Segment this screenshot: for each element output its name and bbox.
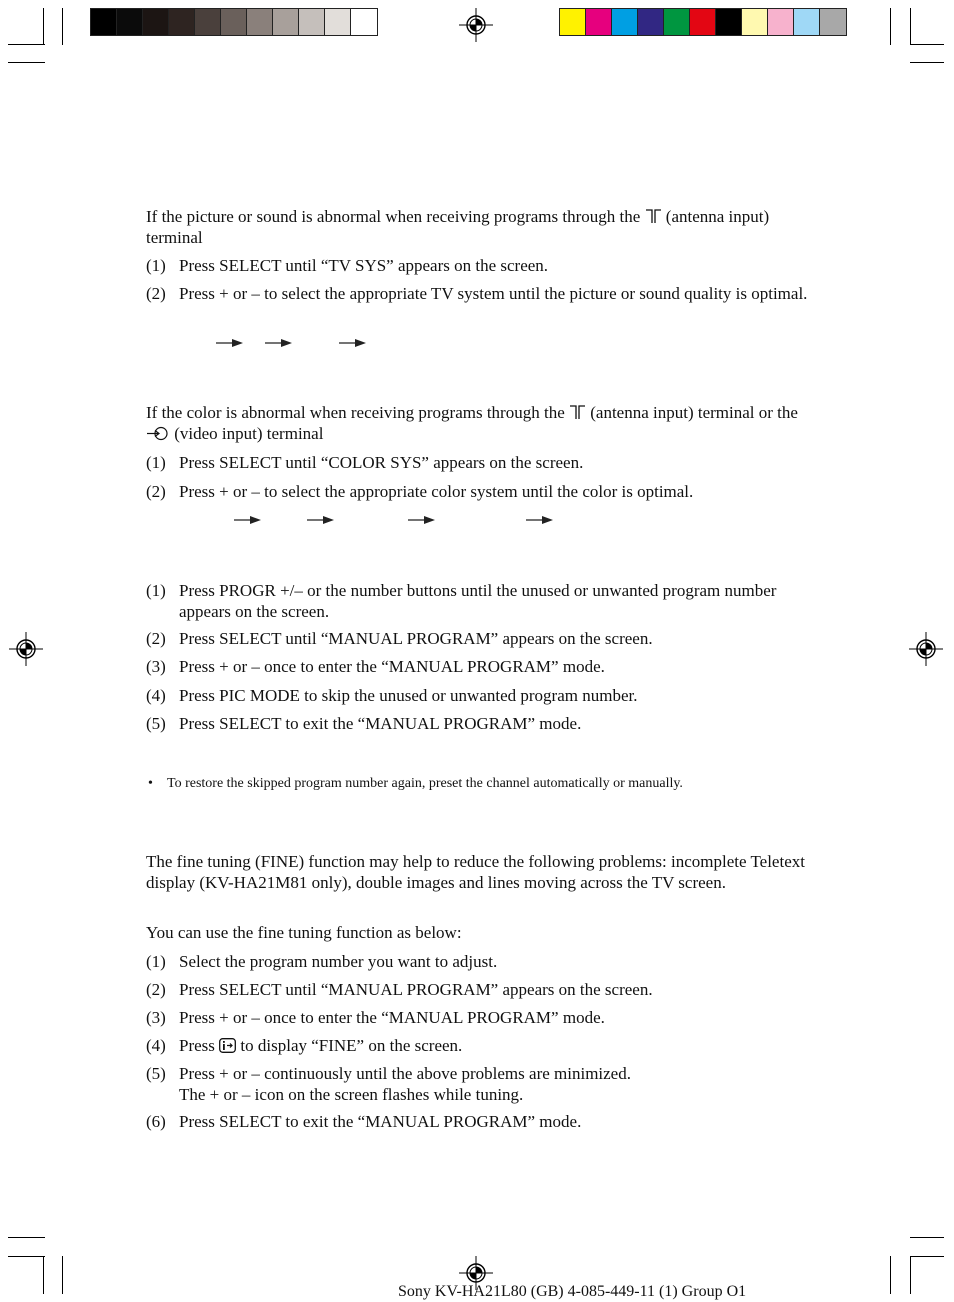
intro-text: If the color is abnormal when receiving programs through the [146,403,565,422]
antenna-input-icon [569,405,586,420]
registration-mark-icon [9,632,43,666]
note-text: To restore the skipped program number again, preset the channel automatically or manually. [167,776,683,791]
color-swatch [716,9,742,35]
color-swatch [560,9,586,35]
step-text: Press SELECT to exit the “MANUAL PROGRAM” mode. [179,1112,582,1131]
crop-mark [8,62,45,63]
step-number: (3) [146,1008,166,1027]
crop-mark [8,1256,45,1257]
crop-mark [890,8,891,45]
step-text: Press PIC MODE to skip the unused or unwanted program number. [179,686,638,705]
step-text: Press + or – to select the appropriate TV system until the picture or sound quality is optimal. [179,284,808,303]
color-swatch [91,9,117,35]
bullet: • [148,776,153,791]
color-swatch [143,9,169,35]
print-slug-footer: Sony KV-HA21L80 (GB) 4-085-449-11 (1) Group O1 [398,1283,747,1300]
color-swatch [612,9,638,35]
crop-mark [910,8,911,45]
crop-mark [43,8,44,45]
step-number: (2) [146,980,166,999]
crop-mark [890,1256,891,1294]
step-text-part: to display “FINE” on the screen. [240,1036,463,1055]
color-swatch [299,9,325,35]
color-swatch [247,9,273,35]
color-system-intro [146,402,826,444]
registration-mark-icon [909,632,943,666]
step-text: Press + or – once to enter the “MANUAL PROGRAM” mode. [179,1008,605,1027]
step-text: Select the program number you want to adjust. [179,952,498,971]
crop-mark [910,1237,944,1238]
right-arrow-icon [265,338,293,348]
crop-mark [62,1256,63,1294]
step-text: Press SELECT until “MANUAL PROGRAM” appears on the screen. [179,629,653,648]
color-swatch [768,9,794,35]
crop-mark [62,8,63,45]
step-text: Press + or – once to enter the “MANUAL PROGRAM” mode. [179,657,605,676]
step-number: (1) [146,453,166,472]
step-text [179,1035,826,1056]
step-number: (4) [146,686,166,705]
step-number: (2) [146,482,166,501]
process-color-bar [559,8,847,36]
color-swatch [325,9,351,35]
step-number: (5) [146,714,166,733]
color-swatch [351,9,377,35]
right-arrow-icon [307,515,335,525]
color-swatch [117,9,143,35]
step-text: Press SELECT until “TV SYS” appears on the screen. [179,256,549,275]
color-swatch [690,9,716,35]
registration-mark-icon [459,8,493,42]
step-number: (1) [146,952,166,971]
step-number: (5) [146,1064,166,1083]
video-input-icon [146,426,170,441]
fine-tuning-usage: You can use the fine tuning function as below: [146,923,462,942]
color-swatch [586,9,612,35]
step-text: Press SELECT to exit the “MANUAL PROGRAM” mode. [179,714,582,733]
intro-text: (video input) terminal [174,424,324,443]
color-swatch [169,9,195,35]
step-text: Press + or – to select the appropriate color system until the color is optimal. [179,482,694,501]
step-text: Press SELECT until “MANUAL PROGRAM” appears on the screen. [179,980,653,999]
color-swatch [820,9,846,35]
step-number: (2) [146,284,166,303]
step-number: (6) [146,1112,166,1131]
step-number: (4) [146,1036,166,1055]
crop-mark [910,1256,911,1294]
crop-mark [910,1256,944,1257]
step-number: (3) [146,657,166,676]
color-swatch [664,9,690,35]
right-arrow-icon [216,338,244,348]
color-swatch [195,9,221,35]
crop-mark [910,62,944,63]
color-swatch [638,9,664,35]
crop-mark [8,1237,45,1238]
color-swatch [742,9,768,35]
intro-text: (antenna input) terminal [146,207,770,247]
step-text-part: Press [179,1036,215,1055]
tv-system-intro [146,206,826,248]
right-arrow-icon [526,515,554,525]
step-text-line: Press + or – continuously until the above problems are minimized. [179,1064,631,1083]
right-arrow-icon [234,515,262,525]
color-swatch [221,9,247,35]
color-swatch [273,9,299,35]
grayscale-color-bar [90,8,378,36]
fine-tuning-intro: The fine tuning (FINE) function may help to reduce the following problems: incomplete Teletext display (KV-HA21M81 only), double images and lines moving across the TV screen. [146,852,805,892]
step-number: (2) [146,629,166,648]
crop-mark [43,1256,44,1294]
info-button-icon [219,1038,236,1053]
step-text: Press PROGR +/– or the number buttons until the unused or unwanted program number appears on the screen. [179,581,777,621]
crop-mark [8,44,45,45]
step-text [179,1063,826,1105]
right-arrow-icon [339,338,367,348]
intro-text: If the picture or sound is abnormal when receiving programs through the [146,207,641,226]
step-number: (1) [146,256,166,275]
step-text: Press SELECT until “COLOR SYS” appears on the screen. [179,453,584,472]
step-text-line: The + or – icon on the screen flashes while tuning. [179,1085,524,1104]
color-swatch [794,9,820,35]
intro-text: (antenna input) terminal or the [590,403,798,422]
antenna-input-icon [645,209,662,224]
step-number: (1) [146,581,166,600]
right-arrow-icon [408,515,436,525]
crop-mark [910,44,944,45]
